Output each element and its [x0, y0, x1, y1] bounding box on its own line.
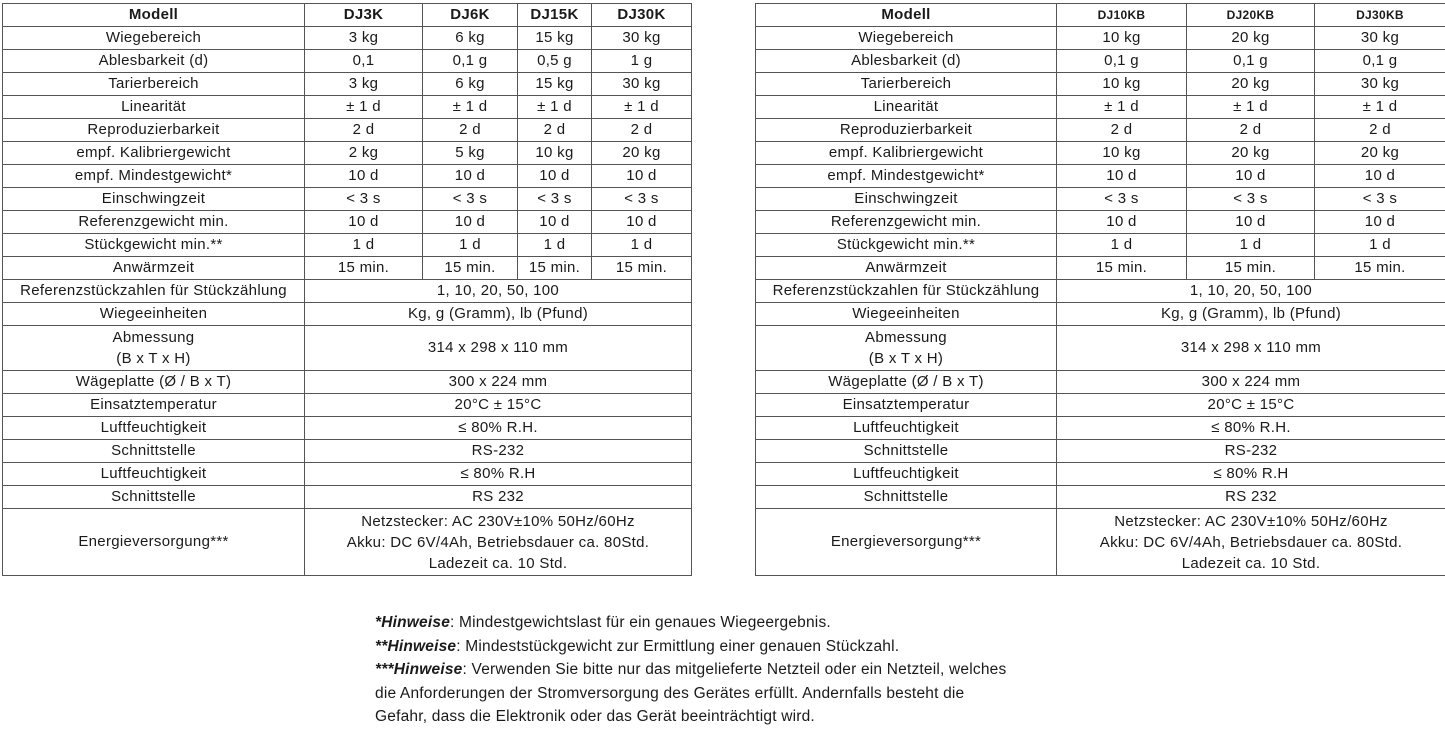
shared-value-cell: 314 x 298 x 110 mm: [1057, 326, 1445, 371]
row-label: Wiegebereich: [756, 27, 1057, 50]
value-cell: 10 kg: [1057, 73, 1187, 96]
row-label: Luftfeuchtigkeit: [756, 463, 1057, 486]
table-row: [756, 96, 1445, 119]
value-cell: 10 d: [1187, 165, 1315, 188]
value-cell: 20 kg: [1315, 142, 1445, 165]
value-cell: 0,1: [305, 50, 423, 73]
table-row: [3, 394, 692, 417]
footnote-text: : Mindestgewichtslast für ein genaues Wiegeergebnis.: [450, 614, 831, 631]
value-cell: 2 d: [423, 119, 518, 142]
footnote-marker: *Hinweise: [375, 614, 451, 631]
value-cell: 10 d: [592, 165, 692, 188]
shared-value-cell: ≤ 80% R.H.: [1057, 417, 1445, 440]
value-cell: 20 kg: [1187, 142, 1315, 165]
value-cell: 3 kg: [305, 73, 423, 96]
row-label: Linearität: [3, 96, 305, 119]
value-cell: 15 min.: [1315, 257, 1445, 280]
value-cell: 15 min.: [1187, 257, 1315, 280]
shared-value-cell: 1, 10, 20, 50, 100: [1057, 280, 1445, 303]
row-label: Anwärmzeit: [3, 257, 305, 280]
row-label: Einschwingzeit: [3, 188, 305, 211]
row-label: Wiegebereich: [3, 27, 305, 50]
row-label: Einschwingzeit: [756, 188, 1057, 211]
row-label: empf. Mindestgewicht*: [756, 165, 1057, 188]
table-row: [756, 440, 1445, 463]
table-row: [756, 394, 1445, 417]
row-label: Schnittstelle: [756, 440, 1057, 463]
table-row: [3, 280, 692, 303]
value-cell: 1 d: [592, 234, 692, 257]
row-label: Anwärmzeit: [756, 257, 1057, 280]
shared-value-cell: RS 232: [305, 486, 692, 509]
row-label: [756, 326, 1057, 371]
row-label: Energieversorgung***: [3, 509, 305, 576]
shared-value-cell: ≤ 80% R.H: [305, 463, 692, 486]
value-cell: 1 d: [305, 234, 423, 257]
shared-value-line: Netzstecker: AC 230V±10% 50Hz/60Hz: [1114, 512, 1388, 530]
row-label: Referenzgewicht min.: [3, 211, 305, 234]
shared-value-cell: 300 x 224 mm: [1057, 371, 1445, 394]
shared-value-cell: RS-232: [1057, 440, 1445, 463]
table-row: [3, 463, 692, 486]
row-label: Referenzstückzahlen für Stückzählung: [756, 280, 1057, 303]
shared-value-cell: Kg, g (Gramm), lb (Pfund): [1057, 303, 1445, 326]
row-label: Einsatztemperatur: [756, 394, 1057, 417]
value-cell: ± 1 d: [423, 96, 518, 119]
table-header-row: [756, 4, 1445, 27]
value-cell: 15 min.: [305, 257, 423, 280]
row-label: Energieversorgung***: [756, 509, 1057, 576]
value-cell: 10 d: [1315, 165, 1445, 188]
value-cell: 10 d: [1187, 211, 1315, 234]
header-cell-model: DJ30K: [592, 4, 692, 27]
table-row: [3, 50, 692, 73]
shared-value-cell: RS 232: [1057, 486, 1445, 509]
value-cell: 5 kg: [423, 142, 518, 165]
value-cell: 1 d: [1187, 234, 1315, 257]
value-cell: ± 1 d: [1057, 96, 1187, 119]
row-label: Luftfeuchtigkeit: [756, 417, 1057, 440]
value-cell: 10 d: [305, 165, 423, 188]
row-label: Wägeplatte (Ø / B x T): [756, 371, 1057, 394]
value-cell: 30 kg: [1315, 27, 1445, 50]
value-cell: 10 kg: [1057, 27, 1187, 50]
row-label: Einsatztemperatur: [3, 394, 305, 417]
row-label: Luftfeuchtigkeit: [3, 463, 305, 486]
shared-value-line: Ladezeit ca. 10 Std.: [1181, 554, 1321, 572]
footnote-marker: **Hinweise: [375, 637, 457, 655]
shared-value-cell: 314 x 298 x 110 mm: [305, 326, 692, 371]
footnotes: [375, 611, 1095, 729]
table-row: [756, 280, 1445, 303]
value-cell: 10 kg: [1057, 142, 1187, 165]
row-label: empf. Kalibriergewicht: [756, 142, 1057, 165]
row-label: Referenzgewicht min.: [756, 211, 1057, 234]
table-row: [3, 188, 692, 211]
value-cell: 6 kg: [423, 73, 518, 96]
header-cell-model: DJ30KB: [1315, 4, 1445, 27]
table-row: [756, 509, 1445, 576]
row-label: Luftfeuchtigkeit: [3, 417, 305, 440]
shared-value-cell: ≤ 80% R.H.: [305, 417, 692, 440]
value-cell: 30 kg: [592, 73, 692, 96]
table-row: [3, 303, 692, 326]
value-cell: < 3 s: [423, 188, 518, 211]
value-cell: < 3 s: [305, 188, 423, 211]
value-cell: 10 d: [592, 211, 692, 234]
value-cell: 2 d: [1057, 119, 1187, 142]
footnote-continuation: die Anforderungen der Stromversorgung des Gerätes erfüllt. Andernfalls besteht die: [375, 684, 965, 702]
row-label: Wägeplatte (Ø / B x T): [3, 371, 305, 394]
row-label: Wiegeeinheiten: [756, 303, 1057, 326]
value-cell: 2 d: [592, 119, 692, 142]
row-label: Stückgewicht min.**: [756, 234, 1057, 257]
table-row: [756, 27, 1445, 50]
table-row: [756, 50, 1445, 73]
table-row: [756, 73, 1445, 96]
row-label-line: Abmessung: [112, 329, 195, 346]
footnote-marker: ***Hinweise: [375, 661, 463, 678]
row-label: Stückgewicht min.**: [3, 234, 305, 257]
row-label: Wiegeeinheiten: [3, 303, 305, 326]
row-label: empf. Mindestgewicht*: [3, 165, 305, 188]
value-cell: 0,1 g: [1315, 50, 1445, 73]
table-body: [3, 4, 692, 576]
table-row: [3, 165, 692, 188]
value-cell: 1 d: [1315, 234, 1445, 257]
value-cell: 10 d: [423, 211, 518, 234]
table-row: [3, 234, 692, 257]
value-cell: ± 1 d: [592, 96, 692, 119]
table-row: [756, 188, 1445, 211]
shared-value-cell: Kg, g (Gramm), lb (Pfund): [305, 303, 692, 326]
table-row: [3, 119, 692, 142]
value-cell: 1 d: [423, 234, 518, 257]
value-cell: 0,5 g: [518, 50, 592, 73]
shared-value-line: Ladezeit ca. 10 Std.: [428, 554, 568, 572]
table-body: [756, 4, 1445, 576]
value-cell: 10 d: [1057, 165, 1187, 188]
value-cell: 15 min.: [1057, 257, 1187, 280]
shared-value-cell: 300 x 224 mm: [305, 371, 692, 394]
header-cell-model: DJ3K: [305, 4, 423, 27]
value-cell: 2 d: [1315, 119, 1445, 142]
row-label: Tarierbereich: [756, 73, 1057, 96]
value-cell: < 3 s: [592, 188, 692, 211]
value-cell: 1 d: [1057, 234, 1187, 257]
table-row: [3, 440, 692, 463]
table-row: [756, 326, 1445, 371]
value-cell: < 3 s: [1187, 188, 1315, 211]
value-cell: 10 d: [1057, 211, 1187, 234]
value-cell: 30 kg: [1315, 73, 1445, 96]
table-row: [3, 73, 692, 96]
table-row: [3, 417, 692, 440]
row-label-line: (B x T x H): [116, 350, 191, 367]
value-cell: 0,1 g: [423, 50, 518, 73]
footnote-text: : Mindeststückgewicht zur Ermittlung einer genauen Stückzahl.: [456, 637, 900, 655]
table-row: [3, 27, 692, 50]
table-row: [756, 234, 1445, 257]
header-cell-model: DJ15K: [518, 4, 592, 27]
table-row: [756, 463, 1445, 486]
table-row: [3, 509, 692, 576]
value-cell: ± 1 d: [305, 96, 423, 119]
value-cell: ± 1 d: [518, 96, 592, 119]
table-row: [3, 371, 692, 394]
table-row: [756, 303, 1445, 326]
row-label-line: (B x T x H): [868, 350, 944, 367]
value-cell: 3 kg: [305, 27, 423, 50]
shared-value-cell: 20°C ± 15°C: [305, 394, 692, 417]
spec-table-right: [755, 3, 1445, 576]
value-cell: 10 d: [518, 211, 592, 234]
value-cell: 20 kg: [1187, 73, 1315, 96]
shared-value-cell: [305, 509, 692, 576]
table-row: [756, 211, 1445, 234]
row-label: Schnittstelle: [3, 440, 305, 463]
table-row: [3, 257, 692, 280]
table-row: [756, 371, 1445, 394]
shared-value-line: Netzstecker: AC 230V±10% 50Hz/60Hz: [361, 512, 635, 530]
table-row: [3, 211, 692, 234]
spec-table-left: [2, 3, 692, 576]
table-row: [3, 486, 692, 509]
header-cell-model: DJ6K: [423, 4, 518, 27]
value-cell: 15 min.: [518, 257, 592, 280]
table-header-row: [3, 4, 692, 27]
table-row: [756, 119, 1445, 142]
footnote: [375, 658, 1095, 682]
row-label-line: Abmessung: [865, 329, 947, 346]
value-cell: 10 d: [518, 165, 592, 188]
table-row: [3, 96, 692, 119]
table-row: [756, 417, 1445, 440]
value-cell: ± 1 d: [1187, 96, 1315, 119]
row-label: Linearität: [756, 96, 1057, 119]
value-cell: 2 kg: [305, 142, 423, 165]
table-row: [3, 326, 692, 371]
header-cell-label: Modell: [3, 4, 305, 27]
value-cell: 2 d: [518, 119, 592, 142]
value-cell: 10 d: [305, 211, 423, 234]
table-row: [756, 257, 1445, 280]
value-cell: < 3 s: [1315, 188, 1445, 211]
value-cell: 10 d: [423, 165, 518, 188]
value-cell: 1 g: [592, 50, 692, 73]
value-cell: 15 kg: [518, 27, 592, 50]
value-cell: 15 kg: [518, 73, 592, 96]
row-label: Tarierbereich: [3, 73, 305, 96]
shared-value-line: Akku: DC 6V/4Ah, Betriebsdauer ca. 80Std.: [1099, 533, 1403, 551]
table-row: [756, 165, 1445, 188]
table-row: [756, 142, 1445, 165]
value-cell: < 3 s: [1057, 188, 1187, 211]
value-cell: 15 min.: [592, 257, 692, 280]
value-cell: 6 kg: [423, 27, 518, 50]
value-cell: 10 d: [1315, 211, 1445, 234]
footnote-continuation: Gefahr, dass die Elektronik oder das Gerät beeinträchtigt wird.: [375, 708, 815, 725]
table-row: [3, 142, 692, 165]
row-label: Reproduzierbarkeit: [3, 119, 305, 142]
header-cell-label: Modell: [756, 4, 1057, 27]
value-cell: 0,1 g: [1057, 50, 1187, 73]
shared-value-cell: ≤ 80% R.H: [1057, 463, 1445, 486]
value-cell: 1 d: [518, 234, 592, 257]
value-cell: 30 kg: [592, 27, 692, 50]
value-cell: ± 1 d: [1315, 96, 1445, 119]
row-label: Schnittstelle: [756, 486, 1057, 509]
value-cell: 15 min.: [423, 257, 518, 280]
header-cell-model: DJ20KB: [1187, 4, 1315, 27]
value-cell: 20 kg: [1187, 27, 1315, 50]
row-label: Reproduzierbarkeit: [756, 119, 1057, 142]
value-cell: < 3 s: [518, 188, 592, 211]
row-label: empf. Kalibriergewicht: [3, 142, 305, 165]
row-label: Referenzstückzahlen für Stückzählung: [3, 280, 305, 303]
footnote: [375, 611, 1095, 635]
footnote: [375, 635, 1095, 659]
value-cell: 2 d: [305, 119, 423, 142]
value-cell: 0,1 g: [1187, 50, 1315, 73]
row-label: Schnittstelle: [3, 486, 305, 509]
table-row: [756, 486, 1445, 509]
row-label: [3, 326, 305, 371]
shared-value-cell: 20°C ± 15°C: [1057, 394, 1445, 417]
row-label: Ablesbarkeit (d): [3, 50, 305, 73]
shared-value-line: Akku: DC 6V/4Ah, Betriebsdauer ca. 80Std.: [346, 533, 650, 551]
shared-value-cell: 1, 10, 20, 50, 100: [305, 280, 692, 303]
header-cell-model: DJ10KB: [1057, 4, 1187, 27]
value-cell: 10 kg: [518, 142, 592, 165]
row-label: Ablesbarkeit (d): [756, 50, 1057, 73]
value-cell: 20 kg: [592, 142, 692, 165]
shared-value-cell: RS-232: [305, 440, 692, 463]
shared-value-cell: [1057, 509, 1445, 576]
footnote-text: : Verwenden Sie bitte nur das mitgelieferte Netzteil oder ein Netzteil, welches: [462, 661, 1007, 678]
value-cell: 2 d: [1187, 119, 1315, 142]
